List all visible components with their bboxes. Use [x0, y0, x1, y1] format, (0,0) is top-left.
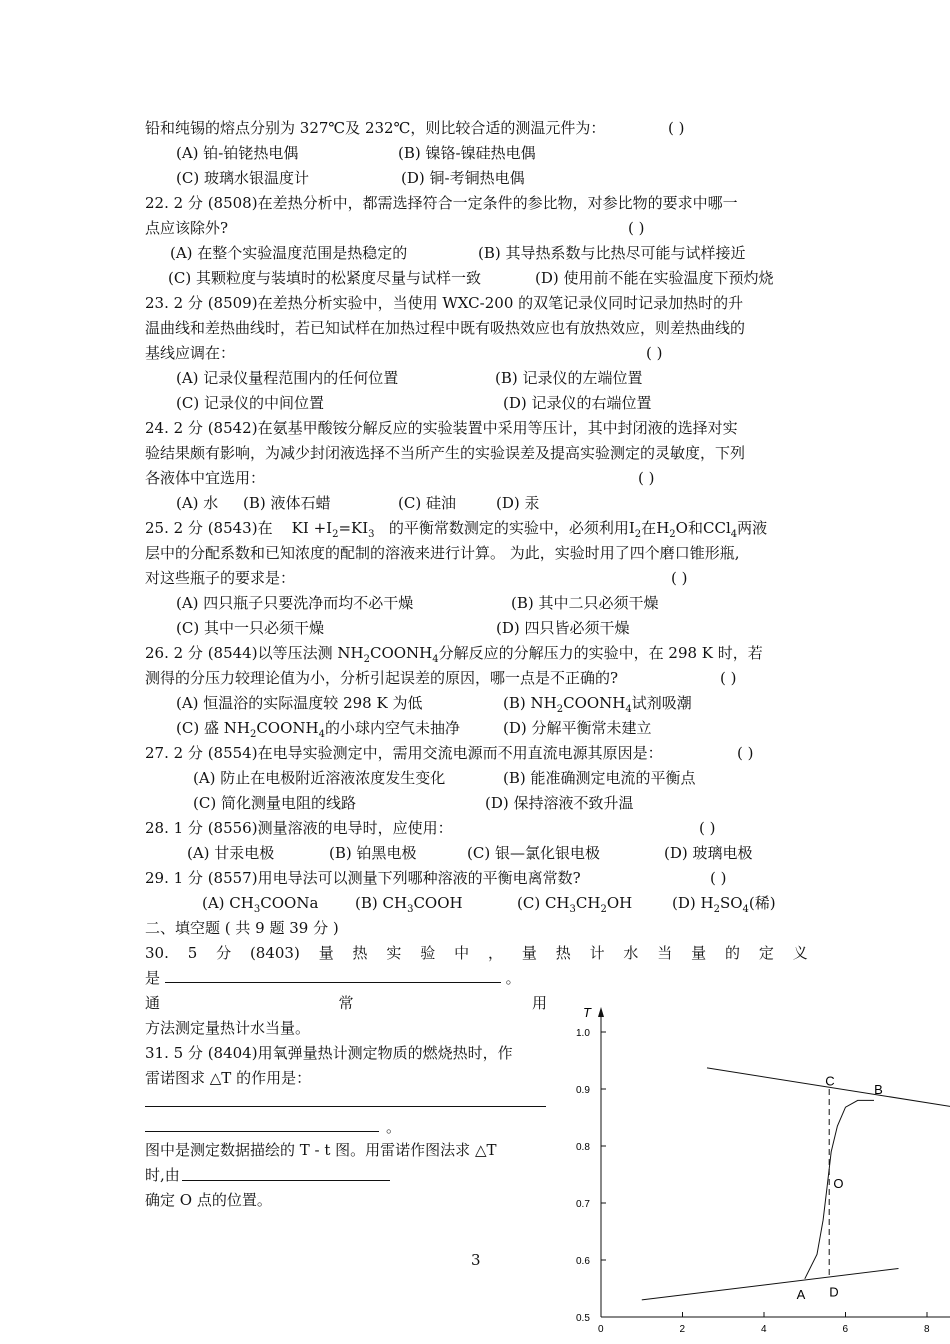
y-tick-label-5: 1.0 [576, 1028, 590, 1039]
q23-option-b: (B) 记录仪的左端位置 [495, 369, 643, 387]
q25-option-d: (D) 四只皆必须干燥 [496, 619, 630, 637]
T-t-curve [805, 1100, 874, 1278]
q26-option-a: (A) 恒温浴的实际温度较 298 K 为低 [176, 694, 423, 712]
q25-option-a: (A) 四只瓶子只要洗净而均不必干燥 [176, 594, 414, 612]
point-label-B: B [874, 1082, 883, 1097]
q21-answer-paren: ( ) [668, 119, 685, 137]
point-label-D: D [829, 1284, 839, 1300]
q23-stem-3: 基线应调在： [145, 344, 236, 362]
q28-option-c: (C) 银—氯化银电极 [467, 844, 600, 862]
q28-answer-paren: ( ) [699, 819, 716, 837]
x-tick-label-1: 2 [679, 1324, 686, 1335]
q24-stem-3: 各液体中宜选用： [145, 469, 266, 487]
q29-option-a: (A) $CH_3COONa$ [202, 894, 319, 915]
point-label-O: O [833, 1176, 844, 1192]
page-number: 3 [471, 1251, 481, 1269]
y-axis-label: T [583, 1005, 591, 1020]
q21-option-a: (A) 铂-铂铑热电偶 [176, 144, 299, 162]
q23-stem: 23. 2 分 (8509)在差热分析实验中，当使用 WXC-200 的双笔记录仪同时记录加热时的升 [145, 294, 744, 312]
q26-answer-paren: ( ) [720, 669, 737, 687]
q22-option-d: (D) 使用前不能在实验温度下预灼烧 [535, 269, 774, 287]
q26-option-d: (D) 分解平衡常未建立 [503, 719, 652, 737]
q27-option-b: (B) 能准确测定电流的平衡点 [503, 769, 696, 787]
q24-stem-2: 验结果颇有影响，为减少封闭液选择不当所产生的实验误差及提高实验测定的灵敏度，下列 [145, 444, 746, 462]
q22-option-a: (A) 在整个实验温度范围是热稳定的 [170, 244, 408, 262]
q25-stem-2: 层中的分配系数和已知浓度的配制的溶液来进行计算。 为此，实验时用了四个磨口锥形瓶, [145, 544, 740, 562]
q21-continuation: 铅和纯锡的熔点分别为 327℃及 232℃，则比较合适的测温元件为： [145, 119, 606, 137]
x-tick-label-0: 0 [598, 1324, 604, 1335]
q21-option-c: (C) 玻璃水银温度计 [176, 169, 309, 187]
y-tick-label-3: 0.8 [576, 1142, 590, 1153]
x-tick-label-2: 4 [761, 1324, 767, 1335]
q24-answer-paren: ( ) [638, 469, 655, 487]
q26-formula: $NH_2COONH_4$ [337, 644, 439, 665]
y-axis-arrow [598, 1007, 604, 1017]
q31-period: 。 [386, 1118, 402, 1136]
q23-option-c: (C) 记录仪的中间位置 [176, 394, 324, 412]
q30-line-2: 是 。 [145, 969, 521, 987]
q27-option-d: (D) 保持溶液不致升温 [485, 794, 634, 812]
q26-stem-2: 测得的分压力较理论值为小，分析引起误差的原因，哪一点是不正确的? [145, 669, 619, 687]
q23-stem-2: 温曲线和差热曲线时，若已知试样在加热过程中既有吸热效应也有放热效应，则差热曲线的 [145, 319, 746, 337]
q27-stem: 27. 2 分 (8554)在电导实验测定中，需用交流电源而不用直流电源其原因是： [145, 744, 663, 762]
q23-option-a: (A) 记录仪量程范围内的任何位置 [176, 369, 399, 387]
q25-stem: 25. 2 分 (8543)在 KI $+I_2=KI_3$ 的平衡常数测定的实验中，必须利用$I_2$在$H_2O$和CCl$_4$两液 [145, 519, 768, 540]
q29-option-c: (C) $CH_3CH_2OH$ [517, 894, 633, 915]
q25-option-c: (C) 其中一只必须干燥 [176, 619, 324, 637]
q28-option-d: (D) 玻璃电极 [664, 844, 753, 862]
q25-equation: KI $+I_2=KI_3$ [291, 519, 375, 540]
y-tick-label-0: 0.5 [576, 1313, 590, 1324]
q31-stem: 31. 5 分 (8404)用氧弹量热计测定物质的燃烧热时，作 [145, 1044, 513, 1062]
q24-option-a: (A) 水 [176, 494, 219, 512]
q23-answer-paren: ( ) [646, 344, 663, 362]
q23-option-d: (D) 记录仪的右端位置 [503, 394, 652, 412]
q31-stem-4: 时,由 [145, 1166, 180, 1184]
point-label-A: A [796, 1287, 806, 1303]
q31-stem-5: 确定 O 点的位置。 [145, 1191, 272, 1209]
q31-answer-blank-3[interactable] [182, 1180, 390, 1181]
section-heading-fill-in: 二、填空题 ( 共 9 题 39 分 ) [145, 919, 339, 937]
q29-option-b: (B) $CH_3COOH$ [355, 894, 463, 915]
q24-option-b: (B) 液体石蜡 [243, 494, 331, 512]
q29-answer-paren: ( ) [710, 869, 727, 887]
q22-answer-paren: ( ) [628, 219, 645, 237]
q30-line-4: 方法测定量热计水当量。 [145, 1019, 311, 1037]
y-tick-label-1: 0.6 [576, 1256, 590, 1267]
y-tick-label-2: 0.7 [576, 1199, 590, 1210]
q28-option-a: (A) 甘汞电极 [187, 844, 275, 862]
x-tick-label-3: 6 [842, 1324, 849, 1335]
q27-answer-paren: ( ) [737, 744, 754, 762]
q30-stem: 30. 5 分 (8403) 量 热 实 验 中 ， 量 热 计 水 当 量 的 定 义 [145, 944, 808, 962]
q31-stem-2: 雷诺图求 △T 的作用是： [145, 1069, 312, 1087]
q22-option-c: (C) 其颗粒度与装填时的松紧度尽量与试样一致 [168, 269, 481, 287]
q21-option-d: (D) 铜-考铜热电偶 [401, 169, 525, 187]
q24-stem: 24. 2 分 (8542)在氨基甲酸铵分解反应的实验装置中采用等压计，其中封闭液的选择对实 [145, 419, 738, 437]
q27-option-a: (A) 防止在电极附近溶液浓度发生变化 [193, 769, 446, 787]
q22-option-b: (B) 其导热系数与比热尽可能与试样接近 [478, 244, 746, 262]
q31-stem-3: 图中是测定数据描绘的 T - t 图。用雷诺作图法求 △T [145, 1141, 497, 1159]
q30-answer-blank-1[interactable] [165, 968, 501, 983]
lower-baseline [642, 1269, 899, 1303]
q28-stem: 28. 1 分 (8556)测量溶液的电导时，应使用： [145, 819, 453, 837]
q26-option-b: (B) $NH_2COONH_4$试剂吸潮 [503, 694, 692, 715]
q25-option-b: (B) 其中二只必须干燥 [511, 594, 659, 612]
q27-option-c: (C) 简化测量电阻的线路 [193, 794, 356, 812]
q24-option-d: (D) 汞 [496, 494, 540, 512]
q31-answer-blank-1[interactable] [145, 1106, 546, 1107]
q25-answer-paren: ( ) [671, 569, 688, 587]
q22-stem: 22. 2 分 (8508)在差热分析中，都需选择符合一定条件的参比物，对参比物的要求中哪一 [145, 194, 738, 212]
q30-line-3: 通 常 用 [145, 994, 547, 1012]
q29-option-d: (D) $H_2SO_4$(稀) [672, 894, 776, 915]
q28-option-b: (B) 铂黑电极 [329, 844, 417, 862]
q22-stem-2: 点应该除外? [145, 219, 229, 237]
q29-stem: 29. 1 分 (8557)用电导法可以测量下列哪种溶液的平衡电离常数? [145, 869, 581, 887]
point-label-C: C [825, 1073, 835, 1089]
q26-option-c: (C) 盛 $NH_2COONH_4$的小球内空气未抽净 [176, 719, 460, 740]
x-tick-label-4: 8 [924, 1324, 930, 1335]
q25-stem-3: 对这些瓶子的要求是： [145, 569, 296, 587]
q24-option-c: (C) 硅油 [398, 494, 456, 512]
upper-baseline [707, 1068, 950, 1107]
q31-answer-blank-2[interactable] [145, 1131, 379, 1132]
q26-stem: 26. 2 分 (8544)以等压法测 $NH_2COONH_4$分解反应的分解压力的实验中，在 298 K 时，若 [145, 644, 763, 665]
q21-option-b: (B) 镍铬-镍硅热电偶 [398, 144, 536, 162]
y-tick-label-4: 0.9 [576, 1085, 590, 1096]
